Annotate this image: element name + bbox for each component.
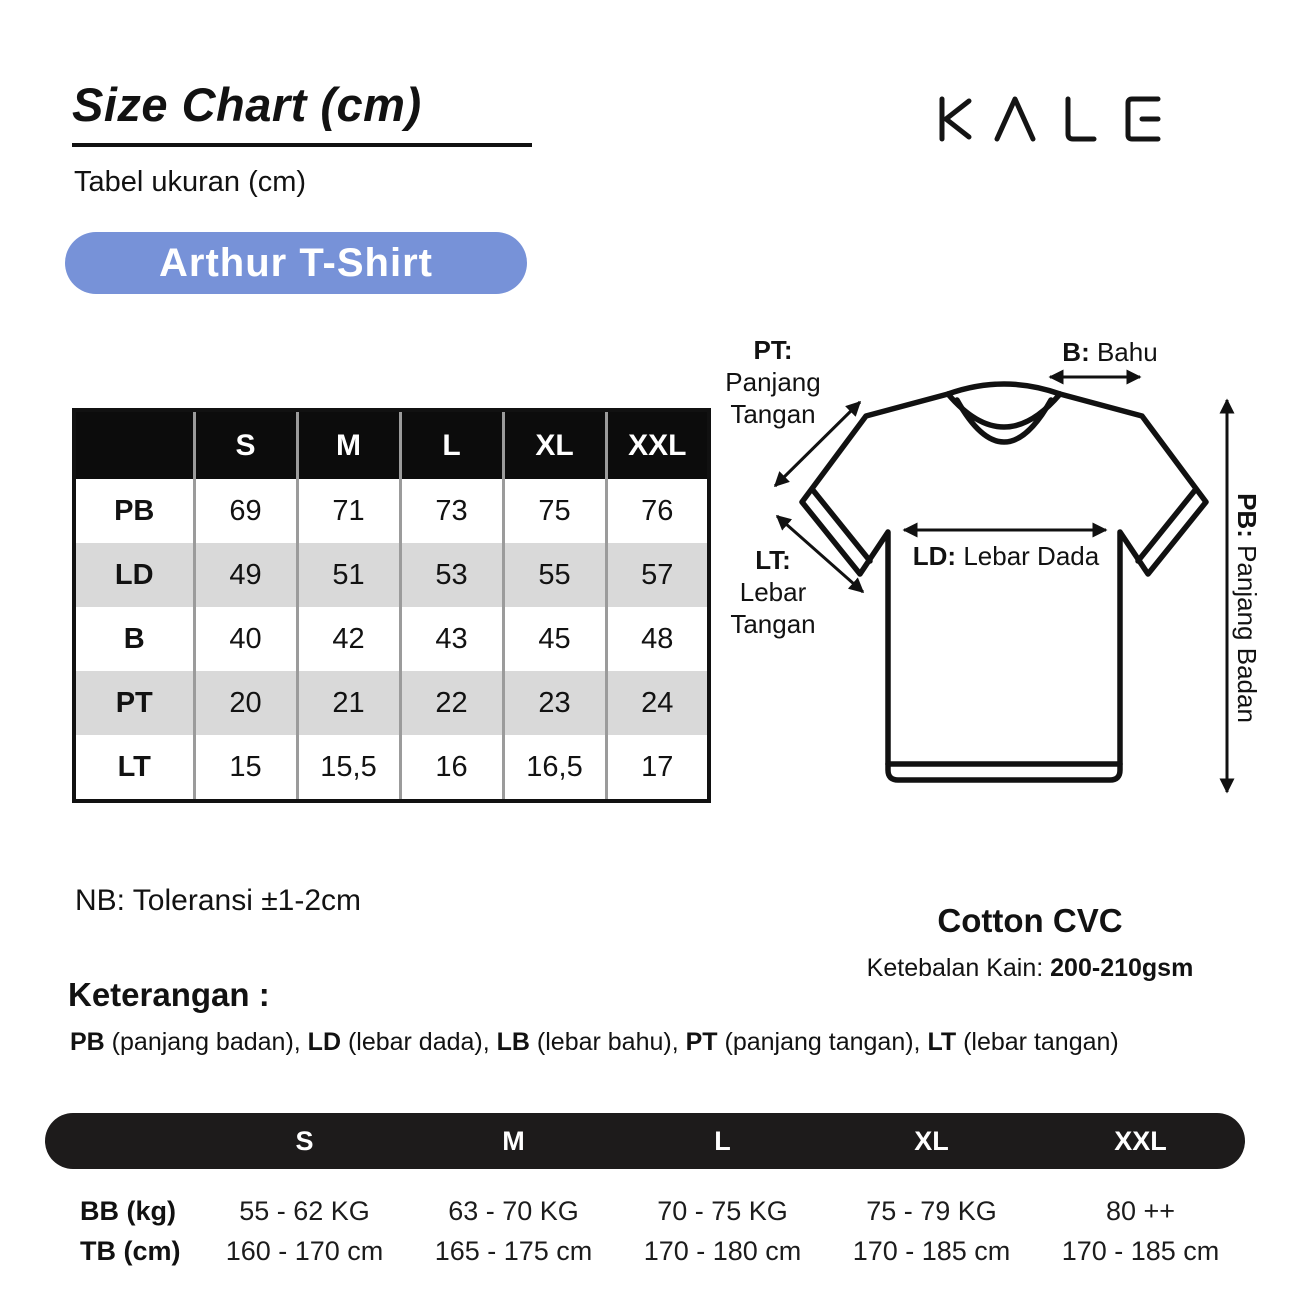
size-value: 15,5 bbox=[297, 735, 400, 801]
ld-text: Lebar Dada bbox=[963, 541, 1100, 571]
size-value: 23 bbox=[503, 671, 606, 735]
b-text: Bahu bbox=[1096, 337, 1158, 367]
size-value: 24 bbox=[606, 671, 709, 735]
table-row-lt bbox=[74, 735, 709, 801]
legend-desc: (panjang badan), bbox=[104, 1028, 308, 1056]
fabric-thickness bbox=[820, 954, 1240, 983]
size-value: 71 bbox=[297, 479, 400, 543]
size-col-l: L bbox=[400, 410, 503, 479]
weight-col-xl: XL bbox=[914, 1125, 949, 1156]
table-row-pt bbox=[74, 671, 709, 735]
size-value: 49 bbox=[194, 543, 297, 607]
size-value: 53 bbox=[400, 543, 503, 607]
table-row-bb bbox=[45, 1191, 1245, 1231]
size-table bbox=[72, 408, 711, 803]
size-value: 55 bbox=[503, 543, 606, 607]
size-value: 76 bbox=[606, 479, 709, 543]
size-value: 57 bbox=[606, 543, 709, 607]
lt-line1: Lebar bbox=[739, 577, 807, 607]
pt-line1: Panjang bbox=[725, 367, 821, 397]
tolerance-note: NB: Toleransi ±1-2cm bbox=[75, 884, 362, 917]
weight-value: 80 ++ bbox=[1105, 1195, 1176, 1226]
legend-desc: (lebar dada), bbox=[341, 1028, 497, 1056]
size-value: 75 bbox=[503, 479, 606, 543]
height-value: 160 - 170 cm bbox=[225, 1235, 384, 1266]
tshirt-measurement-diagram bbox=[700, 318, 1292, 820]
height-value: 170 - 180 cm bbox=[643, 1235, 802, 1266]
size-value: 51 bbox=[297, 543, 400, 607]
size-value: 73 bbox=[400, 479, 503, 543]
size-value: 17 bbox=[606, 735, 709, 801]
fabric-thickness-value: 200-210gsm bbox=[1050, 954, 1194, 982]
page-subtitle: Tabel ukuran (cm) bbox=[74, 166, 307, 198]
pb-text: Panjang Badan bbox=[1232, 545, 1262, 723]
pt-line2: Tangan bbox=[730, 399, 816, 429]
lt-abbr: LT: bbox=[755, 545, 791, 575]
size-value: 48 bbox=[606, 607, 709, 671]
weight-table-header bbox=[45, 1113, 1245, 1169]
size-col-m: M bbox=[297, 410, 400, 479]
legend-abbr: LD bbox=[307, 1028, 341, 1056]
height-value: 170 - 185 cm bbox=[1061, 1235, 1220, 1266]
height-value: 165 - 175 cm bbox=[434, 1235, 593, 1266]
size-table-header-row bbox=[74, 410, 709, 479]
size-value: 15 bbox=[194, 735, 297, 801]
size-value: 16 bbox=[400, 735, 503, 801]
legend-desc: (lebar bahu), bbox=[529, 1028, 686, 1056]
size-value: 43 bbox=[400, 607, 503, 671]
weight-table bbox=[45, 1113, 1245, 1271]
weight-col-l: L bbox=[714, 1125, 731, 1156]
row-label-pt: PT bbox=[74, 671, 194, 735]
legend-abbr: LT bbox=[927, 1028, 957, 1056]
weight-value: 70 - 75 KG bbox=[657, 1195, 788, 1226]
row-label-lt: LT bbox=[117, 750, 151, 783]
pb-abbr: PB: bbox=[1232, 493, 1262, 538]
size-value: 69 bbox=[194, 479, 297, 543]
brand-logo-kale bbox=[935, 88, 1175, 150]
legend-heading: Keterangan : bbox=[68, 976, 270, 1013]
product-badge: Arthur T-Shirt bbox=[65, 232, 527, 294]
weight-value: 75 - 79 KG bbox=[866, 1195, 997, 1226]
fabric-name: Cotton CVC bbox=[937, 902, 1123, 939]
ld-abbr: LD: bbox=[912, 541, 957, 571]
size-value: 16,5 bbox=[503, 735, 606, 801]
row-label-tb: TB (cm) bbox=[80, 1235, 181, 1266]
pt-abbr: PT: bbox=[753, 335, 793, 365]
weight-col-m: M bbox=[502, 1125, 525, 1156]
table-row-ld bbox=[74, 543, 709, 607]
legend-abbr: LB bbox=[496, 1028, 530, 1056]
size-col-s: S bbox=[194, 410, 297, 479]
ld-label bbox=[866, 540, 1146, 572]
pt-label bbox=[708, 334, 838, 430]
legend-abbr: PB bbox=[70, 1028, 105, 1056]
size-col-xl: XL bbox=[503, 410, 606, 479]
row-label-pb: PB bbox=[114, 494, 155, 527]
page-title: Size Chart (cm) bbox=[72, 78, 422, 131]
fabric-thickness-label: Ketebalan Kain: bbox=[866, 954, 1044, 982]
weight-col-xxl: XXL bbox=[1114, 1125, 1167, 1156]
legend-line bbox=[70, 1028, 1240, 1057]
size-value: 20 bbox=[194, 671, 297, 735]
row-label-bb: BB (kg) bbox=[80, 1195, 176, 1226]
weight-value: 63 - 70 KG bbox=[448, 1195, 579, 1226]
tshirt-outline bbox=[802, 394, 1206, 780]
pb-label bbox=[1231, 493, 1263, 723]
lt-label bbox=[708, 544, 838, 640]
table-row-tb bbox=[45, 1231, 1245, 1271]
b-label bbox=[1030, 336, 1190, 368]
weight-value: 55 - 62 KG bbox=[239, 1195, 370, 1226]
table-row-b bbox=[74, 607, 709, 671]
collar-back-line bbox=[948, 384, 1060, 394]
size-table-corner-cell bbox=[74, 410, 194, 479]
size-col-xxl: XXL bbox=[606, 410, 709, 479]
weight-corner-cell bbox=[45, 1113, 200, 1169]
size-value: 40 bbox=[194, 607, 297, 671]
b-abbr: B: bbox=[1062, 337, 1090, 367]
row-label-ld: LD bbox=[74, 543, 194, 607]
legend-desc: (lebar tangan) bbox=[956, 1028, 1119, 1056]
fabric-info bbox=[820, 902, 1240, 983]
legend-desc: (panjang tangan), bbox=[717, 1028, 928, 1056]
size-value: 45 bbox=[503, 607, 606, 671]
size-value: 21 bbox=[297, 671, 400, 735]
row-label-b: B bbox=[123, 622, 145, 655]
size-value: 22 bbox=[400, 671, 503, 735]
lt-line2: Tangan bbox=[730, 609, 816, 639]
size-value: 42 bbox=[297, 607, 400, 671]
legend-abbr: PT bbox=[685, 1028, 718, 1056]
height-value: 170 - 185 cm bbox=[852, 1235, 1011, 1266]
title-block bbox=[72, 80, 532, 147]
table-row-pb bbox=[74, 479, 709, 543]
weight-col-s: S bbox=[295, 1125, 314, 1156]
